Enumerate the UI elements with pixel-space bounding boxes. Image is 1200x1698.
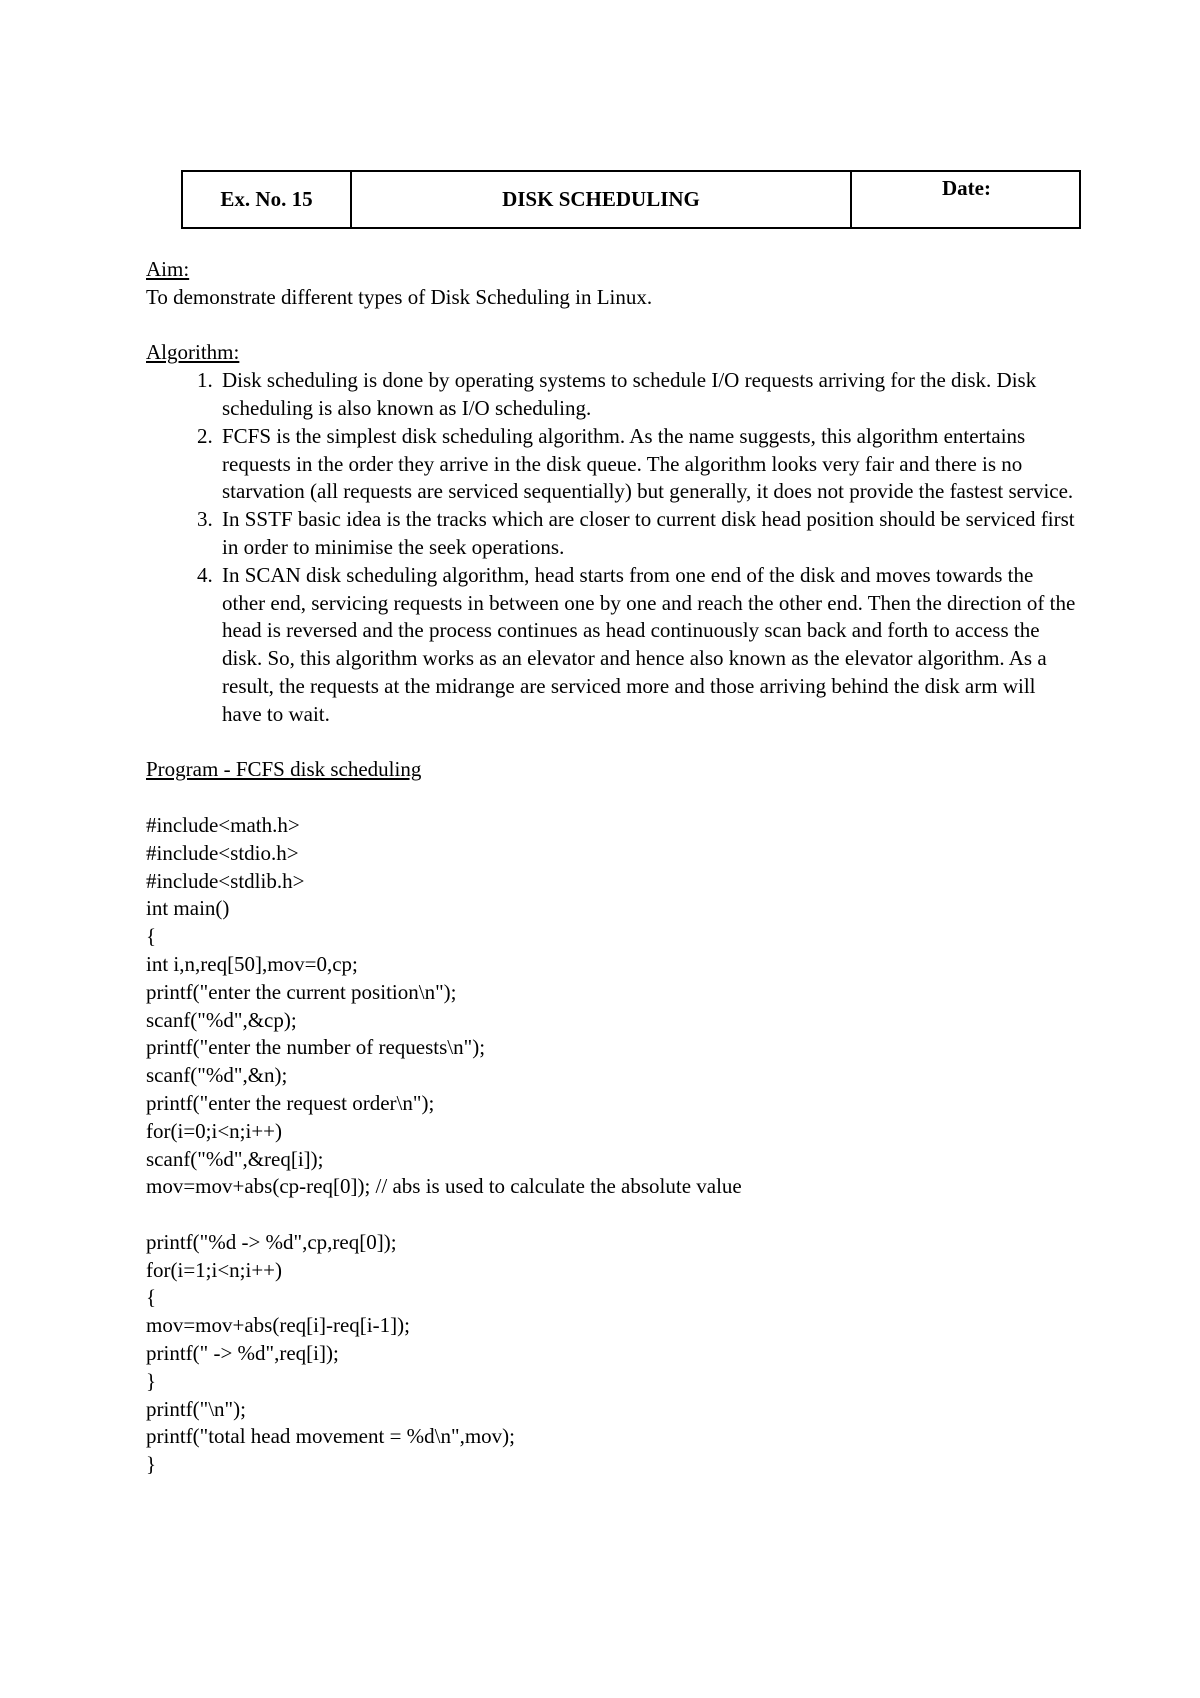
page-title: DISK SCHEDULING: [351, 171, 851, 228]
aim-heading: Aim:: [146, 257, 190, 281]
algorithm-heading: Algorithm:: [146, 340, 240, 365]
aim-text: To demonstrate different types of Disk Scheduling in Linux.: [146, 284, 653, 309]
exercise-number: Ex. No. 15: [182, 171, 351, 228]
algorithm-step: 4. In SCAN disk scheduling algorithm, head starts from one end of the disk and moves towards the other end, servicing requests in between one by one and reach the other end. Then the direction of the head is reversed and the process continues as head continuously scan back and forth to access the disk. So, this algorithm works as an elevator and hence also known as the elevator algorithm. As a result, the requests at the midrange are serviced more and those arriving behind the disk arm will have to wait.: [218, 562, 1076, 729]
algorithm-step: 1. Disk scheduling is done by operating systems to schedule I/O requests arriving for the disk. Disk scheduling is also known as I/O scheduling.: [218, 367, 1076, 423]
algorithm-list: [146, 367, 1076, 728]
program-code: #include<math.h> #include<stdio.h> #include<stdlib.h> int main() { int i,n,req[50],mov=0,cp; printf("enter the current position\n"); scanf("%d",&cp); printf("enter the number of requests\n"); scanf("%d",&n); printf("enter the request order\n"); for(i=0;i<n;i++) scanf("%d",&req[i]); mov=mov+abs(cp-req[0]); // abs is used to calculate the absolute value printf("%d -> %d",cp,req[0]); for(i=1;i<n;i++) { mov=mov+abs(req[i]-req[i-1]); printf(" -> %d",req[i]); } printf("\n"); printf("total head movement = %d\n",mov); }: [146, 812, 742, 1477]
algorithm-step: 2. FCFS is the simplest disk scheduling algorithm. As the name suggests, this algorithm entertains requests in the order they arrive in the disk queue. The algorithm looks very fair and there is no starvation (all requests are serviced sequentially) but generally, it does not provide the fastest service.: [218, 423, 1076, 506]
program-heading: Program - FCFS disk scheduling: [146, 757, 422, 782]
algorithm-step: 3. In SSTF basic idea is the tracks which are closer to current disk head position should be serviced first in order to minimise the seek operations.: [218, 506, 1076, 562]
header-table: [181, 170, 1081, 229]
document-body: [146, 256, 1076, 1479]
date-label: Date:: [851, 171, 1080, 228]
